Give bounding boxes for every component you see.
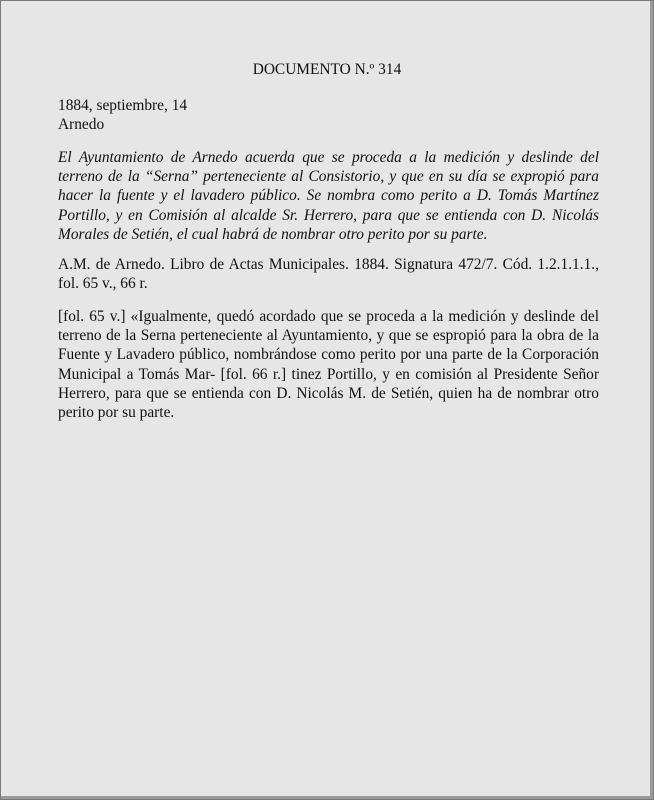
document-summary: El Ayuntamiento de Arnedo acuerda que se proceda a la medición y deslinde del terreno de la “Serna” perteneciente al Consistorio, y que en su día se expropió para hacer la fuente y el lavadero público. Se nombra como perito a D. Tomás Martínez Portillo, y en Comisión al alcalde Sr. Herrero, para que se entienda con D. Nicolás Morales de Setién, el cual habrá de nombrar otro perito por su parte. [58,149,599,243]
document-place: Arnedo [58,116,105,134]
document-transcription: [fol. 65 v.] «Igualmente, quedó acordado que se proceda a la medición y deslinde del terreno de la Serna perteneciente al Ayuntamiento, y que se espropió para la obra de la Fuente y Lavadero público, nombrándose como perito por una parte de la Corporación Municipal a Tomás Mar- [fol. 66 r.] tinez Portillo, y en comisión al Presidente Señor Herrero, para que se entienda con D. Nicolás M. de Setién, quien ha de nombrar otro perito por su parte. [58,308,599,422]
date-place-block [58,96,599,134]
document-title: DOCUMENTO N.º 314 [252,61,402,78]
document-source: A.M. de Arnedo. Libro de Actas Municipales. 1884. Signatura 472/7. Cód. 1.2.1.1.1., fol. 65 v., 66 r. [58,256,599,293]
document-date: 1884, septiembre, 14 [58,97,188,114]
